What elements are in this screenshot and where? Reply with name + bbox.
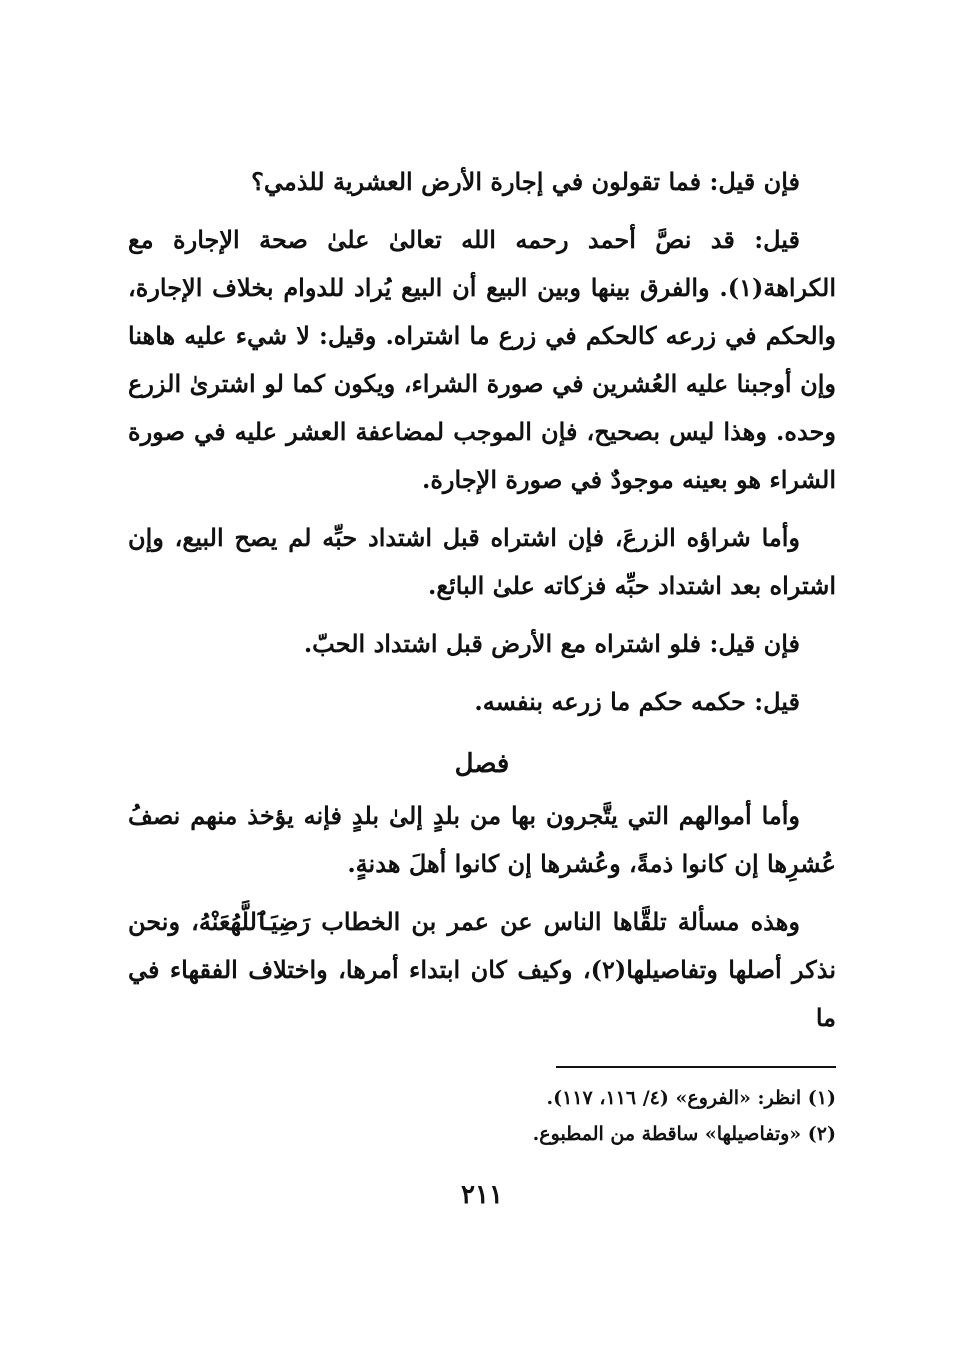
section-paragraph: وأما أموالهم التي يتَّجرون بها من بلدٍ إلىٰ بلدٍ فإنه يؤخذ منهم نصفُ عُشرِها إن كانوا ذمةً، وعُشرها إن كانوا أهلَ هدنةٍ. <box>128 801 836 878</box>
footnote-divider <box>556 1066 836 1068</box>
answer-paragraph-2: قيل: حكمه حكم ما زرعه بنفسه. <box>474 687 800 716</box>
footnote-1: (١) انظر: «الفروع» (٤/ ١١٦، ١١٧). <box>546 1087 836 1109</box>
question-paragraph-2: فإن قيل: فلو اشتراه مع الأرض قبل اشتداد الحبّ. <box>303 629 800 658</box>
section-paragraph-2: وهذه مسألة تلقَّاها الناس عن عمر بن الخطاب رَضِيَٱللَّهُعَنْهُ، ونحن نذكر أصلها وتفاصيلها(٢)، وكيف كان ابتداء أمرها، واختلاف الفقهاء في ما <box>128 907 837 1032</box>
footnotes <box>128 1080 836 1152</box>
main-text <box>128 158 836 1042</box>
page-number: ٢١١ <box>461 1180 503 1210</box>
answer-paragraph: قيل: قد نصَّ أحمد رحمه الله تعالىٰ علىٰ صحة الإجارة مع الكراهة(١). والفرق بينها وبين البيع أن البيع يُراد للدوام بخلاف الإجارة، والحكم في زرعه كالحكم في زرع ما اشتراه. وقيل: لا شيء عليه هاهنا وإن أوجبنا عليه العُشرين في صورة الشراء، ويكون كما لو اشترىٰ الزرع وحده. وهذا ليس بصحيح، فإن الموجب لمضاعفة العشر عليه في صورة الشراء هو بعينه موجودٌ في صورة الإجارة. <box>128 225 836 494</box>
question-paragraph: فإن قيل: فما تقولون في إجارة الأرض العشرية للذمي؟ <box>251 167 800 196</box>
section-heading: فصل <box>454 749 510 779</box>
crop-purchase-paragraph: وأما شراؤه الزرعَ، فإن اشتراه قبل اشتداد حبِّه لم يصح البيع، وإن اشتراه بعد اشتداد حبِّه فزكاته علىٰ البائع. <box>128 523 836 600</box>
footnote-2: (٢) «وتفاصيلها» ساقطة من المطبوع. <box>532 1123 836 1145</box>
